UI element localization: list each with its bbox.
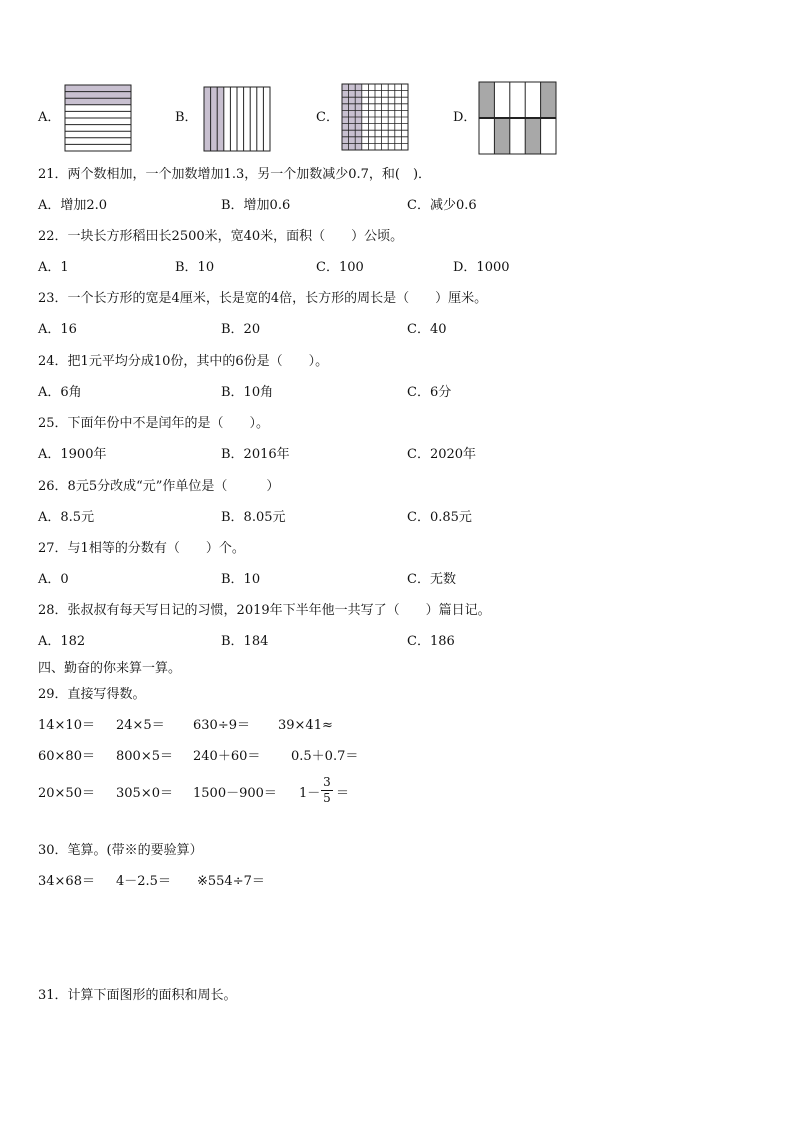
- question-30-stem: 30．笔算。(带※的要验算）: [38, 843, 203, 858]
- shaded-cell: [494, 118, 509, 154]
- q24-option-a: A．6角: [38, 385, 82, 400]
- fraction-numerator: 3: [323, 775, 331, 789]
- shaded-grid-figure: [341, 83, 409, 151]
- q28-option-b: B．184: [221, 634, 269, 649]
- q21-option-b: B．增加0.6: [221, 198, 291, 213]
- q24-option-c: C．6分: [407, 385, 452, 400]
- q29-item: 39×41≈: [278, 718, 333, 733]
- question-23-stem: 23．一个长方形的宽是4厘米，长是宽的4倍，长方形的周长是（ ）厘米。: [38, 291, 488, 306]
- question-21-stem: 21．两个数相加，一个加数增加1.3，另一个加数减少0.7，和( )．: [38, 167, 432, 182]
- question-28-stem: 28．张叔叔有每天写日记的习惯，2019年下半年他一共写了（ ）篇日记。: [38, 603, 491, 618]
- option-c-label: C．: [316, 110, 339, 125]
- shaded-vertical-strips-figure: [203, 86, 271, 152]
- question-24-stem: 24．把1元平均分成10份，其中的6份是（ ）。: [38, 354, 329, 369]
- q29-item: 24×5＝: [116, 718, 165, 733]
- q22-option-b: B．10: [175, 260, 215, 275]
- fraction-denominator: 5: [323, 791, 331, 805]
- q25-option-b: B．2016年: [221, 447, 290, 462]
- q23-option-a: A．16: [38, 322, 77, 337]
- q29-frac-suffix: ＝: [336, 786, 350, 801]
- q23-option-b: B．20: [221, 322, 261, 337]
- q21-option-a: A．增加2.0: [38, 198, 108, 213]
- shaded-area: [204, 87, 224, 151]
- question-27-stem: 27．与1相等的分数有（ ）个。: [38, 541, 245, 556]
- q29-item: 20×50＝: [38, 786, 95, 801]
- fraction: [321, 776, 333, 805]
- q30-item: ※554÷7＝: [197, 874, 265, 889]
- q26-option-a: A．8.5元: [38, 510, 95, 525]
- q23-option-c: C．40: [407, 322, 447, 337]
- question-25-stem: 25．下面年份中不是闰年的是（ ）。: [38, 416, 270, 431]
- q29-item: 14×10＝: [38, 718, 95, 733]
- q30-item: 4－2.5＝: [116, 874, 171, 889]
- section-4-title: 四、勤奋的你来算一算。: [38, 661, 182, 676]
- q26-option-b: B．8.05元: [221, 510, 286, 525]
- question-22-stem: 22．一块长方形稻田长2500米，宽40米，面积（ ）公顷。: [38, 229, 404, 244]
- shaded-cell: [525, 118, 540, 154]
- q27-option-b: B．10: [221, 572, 261, 587]
- question-29-stem: 29．直接写得数。: [38, 687, 146, 702]
- q27-option-c: C．无数: [407, 572, 456, 587]
- shaded-horizontal-strips-figure: [64, 83, 132, 152]
- q22-option-c: C．100: [316, 260, 364, 275]
- shaded-area: [65, 85, 131, 105]
- q29-item: 0.5＋0.7＝: [291, 749, 359, 764]
- q21-option-c: C．减少0.6: [407, 198, 477, 213]
- option-a-label: A．: [38, 110, 61, 125]
- shaded-ten-cells-figure: [478, 81, 558, 156]
- q25-option-c: C．2020年: [407, 447, 477, 462]
- q24-option-b: B．10角: [221, 385, 274, 400]
- q29-item: 60×80＝: [38, 749, 95, 764]
- question-26-stem: 26．8元5分改成“元”作单位是（ ）: [38, 479, 280, 494]
- q29-item: 800×5＝: [116, 749, 173, 764]
- q22-option-d: D．1000: [453, 260, 510, 275]
- q29-item: 630÷9＝: [193, 718, 250, 733]
- q29-item: 305×0＝: [116, 786, 173, 801]
- q26-option-c: C．0.85元: [407, 510, 472, 525]
- question-31-stem: 31．计算下面图形的面积和周长。: [38, 988, 237, 1003]
- q30-item: 34×68＝: [38, 874, 95, 889]
- option-b-label: B．: [175, 110, 198, 125]
- shaded-cell: [541, 82, 556, 118]
- shaded-cell: [479, 82, 494, 118]
- q29-item: 1500－900＝: [193, 786, 277, 801]
- q29-frac-prefix: 1－: [299, 786, 321, 801]
- q28-option-a: A．182: [38, 634, 86, 649]
- q22-option-a: A．1: [38, 260, 69, 275]
- option-d-label: D．: [453, 110, 477, 125]
- q27-option-a: A．0: [38, 572, 69, 587]
- q25-option-a: A．1900年: [38, 447, 107, 462]
- q28-option-c: C．186: [407, 634, 455, 649]
- q29-item: 240＋60＝: [193, 749, 261, 764]
